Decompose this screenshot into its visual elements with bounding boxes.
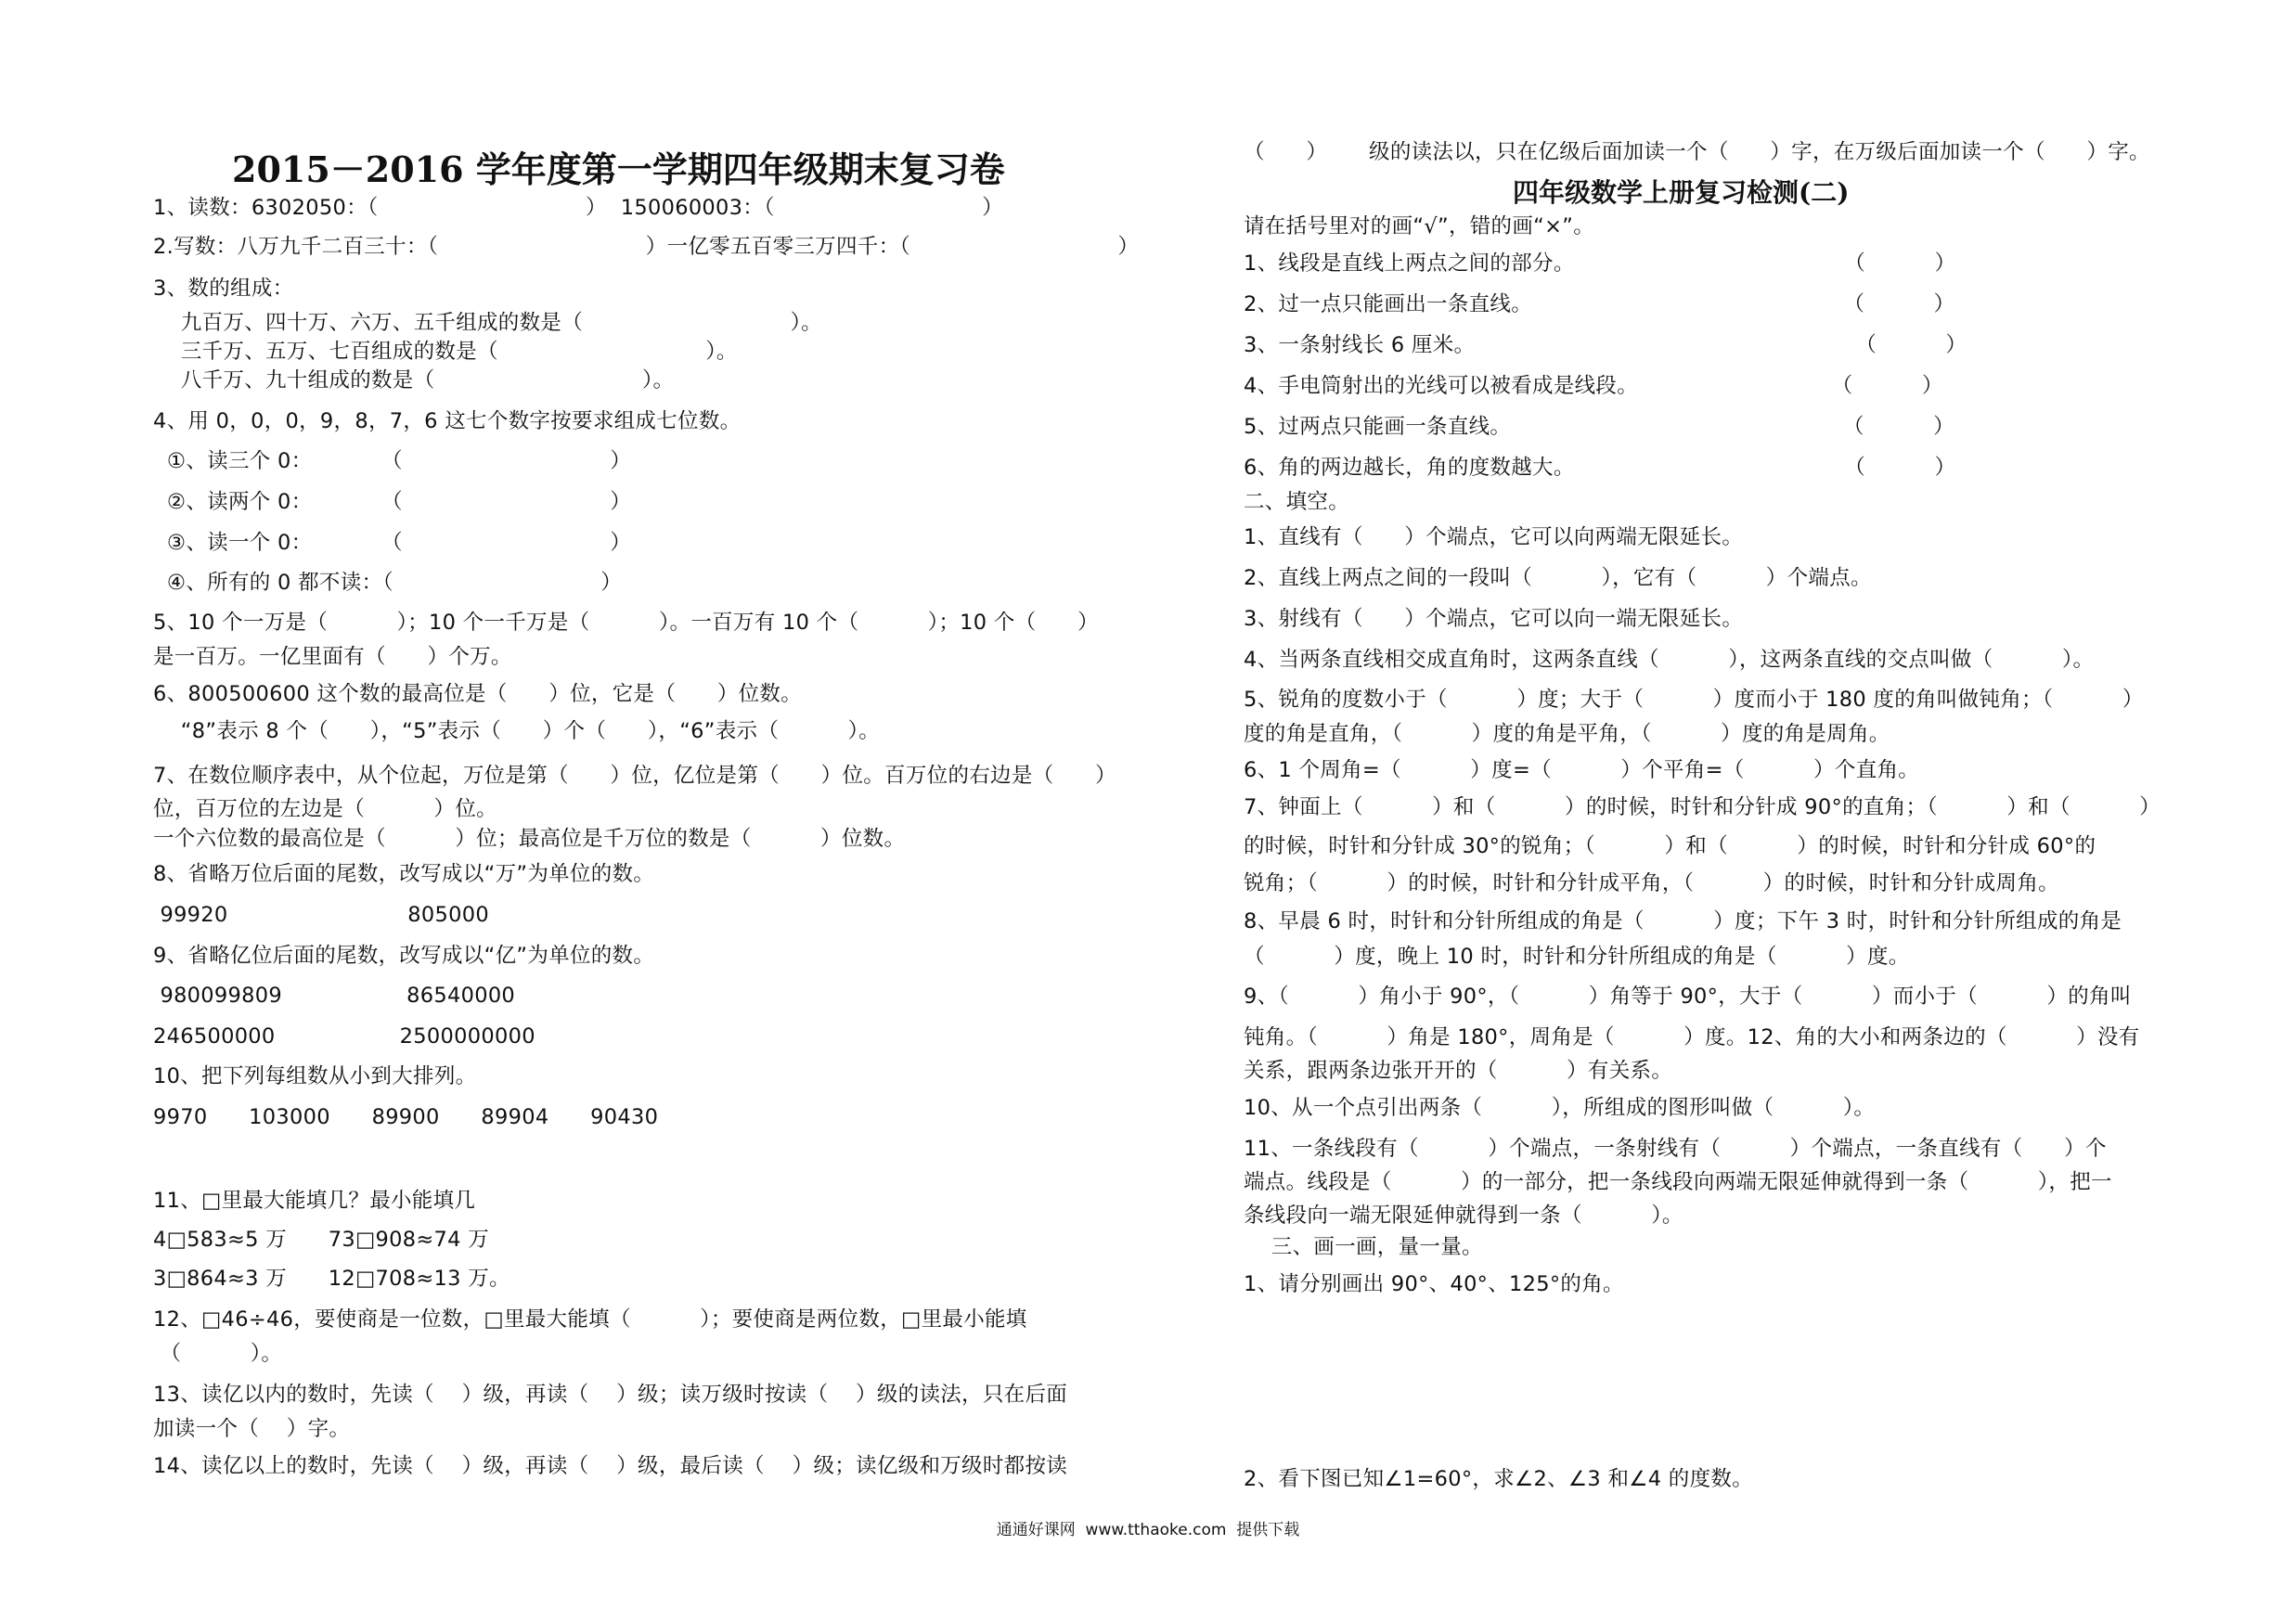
left-text-line: 1、读数：6302050：（ ） 150060003：（ ） [153, 196, 1003, 220]
right-text-line: 三、画一画，量一量。 [1244, 1235, 1483, 1259]
left-text-line: 2.写数：八万九千二百三十：（ ）一亿零五百零三万四千：（ ） [153, 235, 1140, 259]
footer-credit: 通通好课网 www.tthaoke.com 提供下载 [996, 1521, 1300, 1539]
left-text-line: 11、□里最大能填几？最小能填几 [153, 1189, 476, 1213]
right-text-line: 11、一条线段有（ ）个端点，一条射线有（ ）个端点，一条直线有（ ）个 [1244, 1137, 2107, 1161]
right-text-line: 5、锐角的度数小于（ ）度；大于（ ）度而小于 180 度的角叫做钝角；（ ） [1244, 688, 2144, 712]
right-text-line: 1、请分别画出 90°、40°、125°的角。 [1244, 1272, 1624, 1296]
right-text-line: 钝角。（ ）角是 180°，周角是（ ）度。12、角的大小和两条边的（ ）没有 [1244, 1025, 2140, 1049]
right-text-line: 二、填空。 [1244, 490, 1350, 514]
left-text-line: 8、省略万位后面的尾数，改写成以“万”为单位的数。 [153, 862, 655, 886]
left-text-line: 10、把下列每组数从小到大排列。 [153, 1064, 477, 1088]
right-text-line: 锐角；（ ）的时候，时针和分针成平角，（ ）的时候，时针和分针成周角。 [1244, 871, 2059, 895]
left-text-line: 12、□46÷46，要使商是一位数，□里最大能填（ ）；要使商是两位数，□里最小能填 [153, 1307, 1027, 1332]
right-text-line: 3、一条射线长 6 厘米。 （ ） [1244, 333, 1967, 357]
right-text-line: 1、直线有（ ）个端点，它可以向两端无限延长。 [1244, 525, 1744, 549]
right-text-line: 7、钟面上（ ）和（ ）的时候，时针和分针成 90°的直角；（ ）和（ ） [1244, 795, 2161, 819]
right-text-line: （ ）度，晚上 10 时，时针和分针所组成的角是（ ）度。 [1244, 945, 1910, 969]
left-text-line: 4、用 0，0，0，9，8，7，6 这七个数字按要求组成七位数。 [153, 409, 742, 433]
left-text-line: （ ）。 [153, 1342, 283, 1366]
right-text-line: 8、早晨 6 时，时针和分针所组成的角是（ ）度；下午 3 时，时针和分针所组成的角是 [1244, 909, 2122, 933]
right-text-line: 6、角的两边越长，角的度数越大。 （ ） [1244, 456, 1956, 480]
right-text-line: （ ） 级的读法以，只在亿级后面加读一个（ ）字，在万级后面加读一个（ ）字。 [1244, 140, 2150, 164]
right-text-line: 4、当两条直线相交成直角时，这两条直线（ ），这两条直线的交点叫做（ ）。 [1244, 648, 2095, 672]
left-text-line: 6、800500600 这个数的最高位是（ ）位，它是（ ）位数。 [153, 682, 803, 706]
left-text-line: “8”表示 8 个（ ），“5”表示（ ）个（ ），“6”表示（ ）。 [153, 719, 881, 743]
left-text-line: ②、读两个 0： （ ） [153, 490, 632, 514]
left-text-line: 13、读亿以内的数时，先读（ ）级，再读（ ）级；读万级时按读（ ）级的读法，只在后面 [153, 1383, 1068, 1407]
left-text-line: 14、读亿以上的数时，先读（ ）级，再读（ ）级，最后读（ ）级；读亿级和万级时都按读 [153, 1454, 1068, 1478]
left-text-line: 246500000 2500000000 [153, 1024, 535, 1049]
left-text-line: 4□583≈5 万 73□908≈74 万 [153, 1228, 490, 1252]
right-text-line: 9、（ ）角小于 90°，（ ）角等于 90°，大于（ ）而小于（ ）的角叫 [1244, 985, 2132, 1009]
right-text-line: 的时候，时针和分针成 30°的锐角；（ ）和（ ）的时候，时针和分针成 60°的 [1244, 834, 2096, 858]
left-text-line: ①、读三个 0： （ ） [153, 449, 632, 473]
left-text-line: 九百万、四十万、六万、五千组成的数是（ ）。 [153, 311, 822, 335]
right-text-line: 端点。线段是（ ）的一部分，把一条线段向两端无限延伸就得到一条（ ），把一 [1244, 1170, 2112, 1194]
left-text-line: 三千万、五万、七百组成的数是（ ）。 [153, 340, 738, 364]
left-text-line: 加读一个（ ）字。 [153, 1417, 351, 1441]
right-text-line: 关系，跟两条边张开开的（ ）有关系。 [1244, 1059, 1673, 1083]
right-text-line: 10、从一个点引出两条（ ），所组成的图形叫做（ ）。 [1244, 1096, 1876, 1120]
left-text-line: 是一百万。一亿里面有（ ）个万。 [153, 645, 512, 669]
right-text-line: 2、过一点只能画出一条直线。 （ ） [1244, 292, 1955, 316]
left-title: 2015－2016 学年度第一学期四年级期末复习卷 [232, 148, 1005, 190]
left-text-line: 位，百万位的左边是（ ）位。 [153, 797, 497, 821]
left-text-line: 7、在数位顺序表中，从个位起，万位是第（ ）位，亿位是第（ ）位。百万位的右边是（ ） [153, 764, 1116, 788]
right-text-line: 2、直线上两点之间的一段叫（ ），它有（ ）个端点。 [1244, 566, 1872, 590]
right-text-line: 条线段向一端无限延伸就得到一条（ ）。 [1244, 1204, 1683, 1228]
right-text-line: 请在括号里对的画“√”，错的画“×”。 [1244, 214, 1595, 238]
left-text-line: ④、所有的 0 都不读：（ ） [153, 571, 623, 595]
left-text-line: 9、省略亿位后面的尾数，改写成以“亿”为单位的数。 [153, 944, 655, 968]
right-title: 四年级数学上册复习检测(二) [1513, 177, 1850, 208]
left-text-line: 980099809 86540000 [153, 984, 516, 1008]
left-text-line: 八千万、九十组成的数是（ ）。 [153, 368, 675, 393]
right-text-line: 度的角是直角，（ ）度的角是平角，（ ）度的角是周角。 [1244, 722, 1890, 746]
right-text-line: 4、手电筒射出的光线可以被看成是线段。 （ ） [1244, 374, 1943, 398]
left-text-line: 3□864≈3 万 12□708≈13 万。 [153, 1267, 510, 1291]
left-text-line: ③、读一个 0： （ ） [153, 531, 632, 555]
left-text-line: 3、数的组成： [153, 277, 294, 301]
left-text-line: 一个六位数的最高位是（ ）位；最高位是千万位的数是（ ）位数。 [153, 827, 906, 851]
right-text-line: 2、看下图已知∠1=60°，求∠2、∠3 和∠4 的度数。 [1244, 1467, 1753, 1491]
right-text-line: 1、线段是直线上两点之间的部分。 （ ） [1244, 251, 1956, 276]
right-text-line: 5、过两点只能画一条直线。 （ ） [1244, 415, 1955, 439]
left-text-line: 9970 103000 89900 89904 90430 [153, 1105, 659, 1129]
left-text-line: 99920 805000 [153, 903, 489, 927]
left-text-line: 5、10 个一万是（ ）；10 个一千万是（ ）。一百万有 10 个（ ）；10 个（ ） [153, 611, 1099, 635]
right-text-line: 3、射线有（ ）个端点，它可以向一端无限延长。 [1244, 607, 1744, 631]
right-text-line: 6、1 个周角=（ ）度=（ ）个平角=（ ）个直角。 [1244, 758, 1920, 782]
